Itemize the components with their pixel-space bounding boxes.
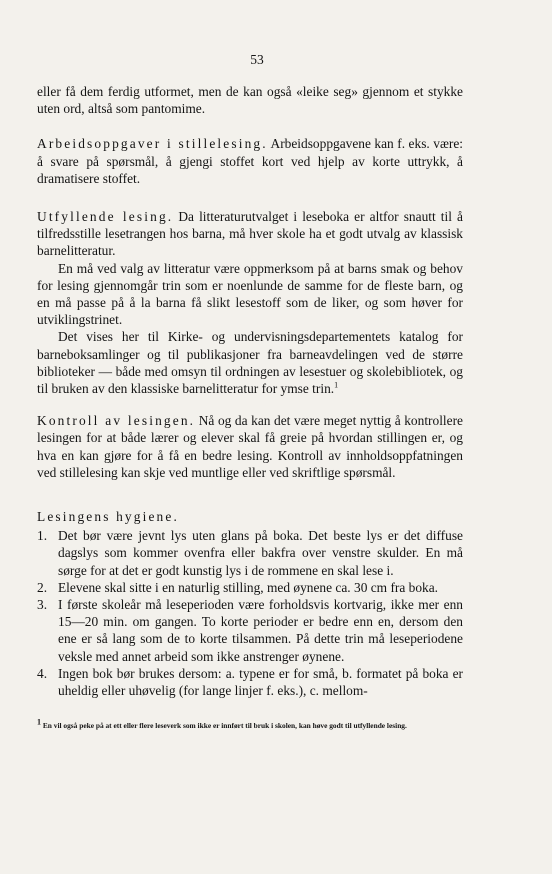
page-number: 53 xyxy=(250,52,264,67)
section-arbeidsoppgaver xyxy=(37,135,463,187)
section-kontroll xyxy=(37,412,463,481)
list-number: 4. xyxy=(37,665,48,681)
intro-paragraph: eller få dem ferdig utformet, men de kan også «leike seg» gjennom et stykke uten ord, altså som pantomime. xyxy=(37,84,463,117)
hygiene-list xyxy=(37,527,463,699)
paragraph: En må ved valg av litteratur være oppmerksom på at barns smak og behov for lesing gjennomgår trin som er noenlunde de samme for de fleste barn, og en må passe på å la barna få slikt lesestoff som de liker, og som høver for utviklingstrinet. xyxy=(37,260,463,328)
list-number: 1. xyxy=(37,528,48,544)
list-number: 2. xyxy=(37,579,48,595)
footnote-marker: 1 xyxy=(37,717,41,727)
section-utfyllende xyxy=(37,208,463,260)
list-item xyxy=(37,665,463,699)
section-heading: Utfyllende lesing. xyxy=(37,209,174,225)
section-text: Arbeidsoppgavene kan f. eks. være: å svare på spørsmål, å gjengi stoffet kort ved hjelp av korte uttrykk, å dramatisere stoffet. xyxy=(37,136,463,186)
footnote xyxy=(37,717,463,731)
list-text: Elevene skal sitte i en naturlig stilling, med øynene ca. 30 cm fra boka. xyxy=(58,579,439,595)
list-text: Det bør være jevnt lys uten glans på boka. Det beste lys er det diffuse dagslys som kommer ovenfra eller bakfra over venstre skulder. En må sørge for at det er godt kunstig lys i de rommene en skal lese i. xyxy=(58,528,463,578)
section-heading-hygiene: Lesingens hygiene. xyxy=(37,509,179,525)
paragraph xyxy=(37,328,463,397)
list-number: 3. xyxy=(37,597,48,613)
list-item xyxy=(37,596,463,665)
footnote-text: En vil også peke på at ett eller flere leseverk som ikke er innført til bruk i skolen, kan høve godt til utfyllende lesing. xyxy=(42,721,407,731)
section-heading: Kontroll av lesingen. xyxy=(37,413,196,429)
footnote-marker: 1 xyxy=(334,380,339,390)
section-text: Nå og da kan det være meget nyttig å kontrollere lesingen for at både lærer og elever skal få greie på hvordan stillingen er, og hva en kan gjøre for å få en bedre lesing. Kontroll av innholdsoppfatningen ved stillelesing kan skje ved muntlige eller ved skriftlige spørsmål. xyxy=(37,413,463,480)
list-text: Ingen bok bør brukes dersom: a. typene er for små, b. formatet på boka er uheldig eller uhøvelig (for lange linjer f. eks.), c. mellom- xyxy=(58,665,463,699)
book-page xyxy=(37,50,463,731)
list-text: I første skoleår må leseperioden være forholdsvis kortvarig, ikke mer enn 15—20 min. om gangen. To korte perioder er bedre enn en, dersom den ene er så lang som de to korte tilsammen. På dette trin må leseperiodene veksle med annet arbeid som ikke anstrenger øynene. xyxy=(58,597,463,664)
list-item xyxy=(37,579,463,596)
list-item xyxy=(37,527,463,579)
section-text: Da litteraturutvalget i leseboka er altfor snautt til å tilfredsstille lesetrangen hos barna, må hver skole ha et godt utvalg av klassisk barnelitteratur. xyxy=(37,209,463,259)
paragraph-text: Det vises her til Kirke- og undervisningsdepartementets katalog for barneboksamlinger og til publikasjoner fra barneavdelingen ved de større biblioteker — både med omsyn til ordningen av lesestuer og skolebibliotek, og til bruken av den klassiske barnelitteratur for ymse trin. xyxy=(37,329,463,397)
section-heading: Arbeidsoppgaver i stillelesing. xyxy=(37,136,268,152)
